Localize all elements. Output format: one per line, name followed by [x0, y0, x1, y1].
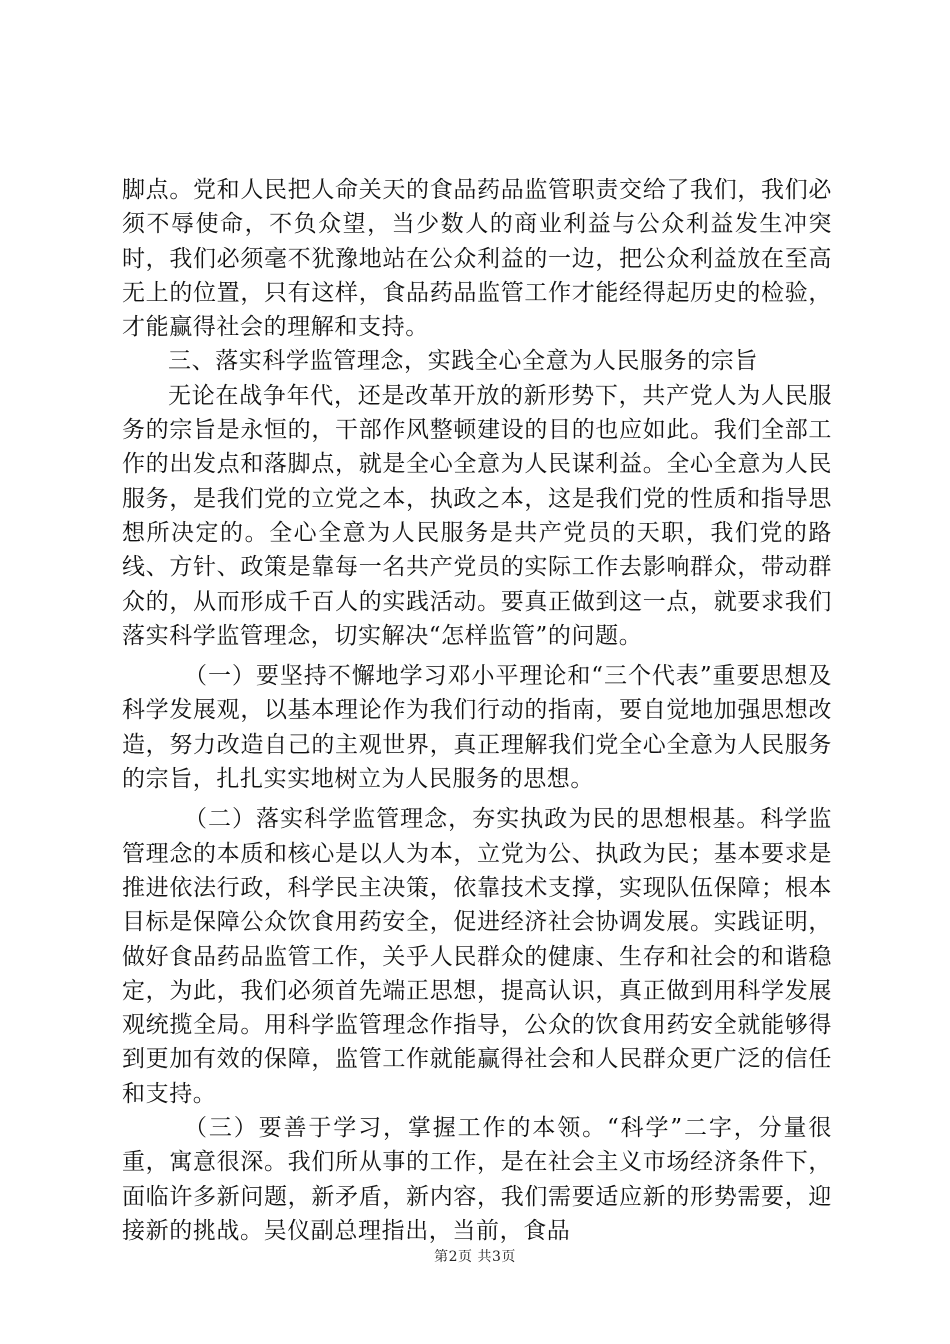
- section-heading: 三、落实科学监管理念，实践全心全意为人民服务的宗旨: [168, 348, 758, 375]
- document-body: [122, 173, 832, 1248]
- paragraph-body: 无论在战争年代，还是改革开放的新形势下，共产党人为人民服务的宗旨是永恒的，干部作风整顿建设的目的也应如此。我们全部工作的出发点和落脚点，就是全心全意为人民谋利益。全心全意为人民服务，是我们党的立党之本，执政之本，这是我们党的性质和指导思想所决定的。全心全意为人民服务是共产党员的天职，我们党的路线、方针、政策是靠每一名共产党员的实际工作去影响群众，带动群众的，从而形成千百人的实践活动。要真正做到这一点，就要求我们落实科学监管理念，切实解决“怎样监管”的问题。: [122, 382, 832, 649]
- paragraph-continuation: 脚点。党和人民把人命关天的食品药品监管职责交给了我们，我们必须不辱使命，不负众望，当少数人的商业利益与公众利益发生冲突时，我们必须毫不犹豫地站在公众利益的一边，把公众利益放在至高无上的位置，只有这样，食品药品监管工作才能经得起历史的检验，才能赢得社会的理解和支持。: [122, 177, 832, 341]
- paragraph-item-1: （一）要坚持不懈地学习邓小平理论和“三个代表”重要思想及科学发展观，以基本理论作为我们行动的指南，要自觉地加强思想改造，努力改造自己的主观世界，真正理解我们党全心全意为人民服务的宗旨，扎扎实实地树立为人民服务的思想。: [122, 663, 832, 793]
- page-number-footer: 第2页 共3页: [434, 1249, 516, 1265]
- paragraph-item-3: （三）要善于学习，掌握工作的本领。“科学”二字，分量很重，寓意很深。我们所从事的工作，是在社会主义市场经济条件下，面临许多新问题，新矛盾，新内容，我们需要适应新的形势需要，迎接新的挑战。吴仪副总理指出，当前，食品: [122, 1115, 832, 1244]
- paragraph-item-2: （二）落实科学监管理念，夯实执政为民的思想根基。科学监管理念的本质和核心是以人为本，立党为公、执政为民；基本要求是推进依法行政，科学民主决策，依靠技术支撑，实现队伍保障；根本目标是保障公众饮食用药安全，促进经济社会协调发展。实践证明，做好食品药品监管工作，关乎人民群众的健康、生存和社会的和谐稳定，为此，我们必须首先端正思想，提高认识，真正做到用科学发展观统揽全局。用科学监管理念作指导，公众的饮食用药安全就能够得到更加有效的保障，监管工作就能赢得社会和人民群众更广泛的信任和支持。: [122, 806, 832, 1107]
